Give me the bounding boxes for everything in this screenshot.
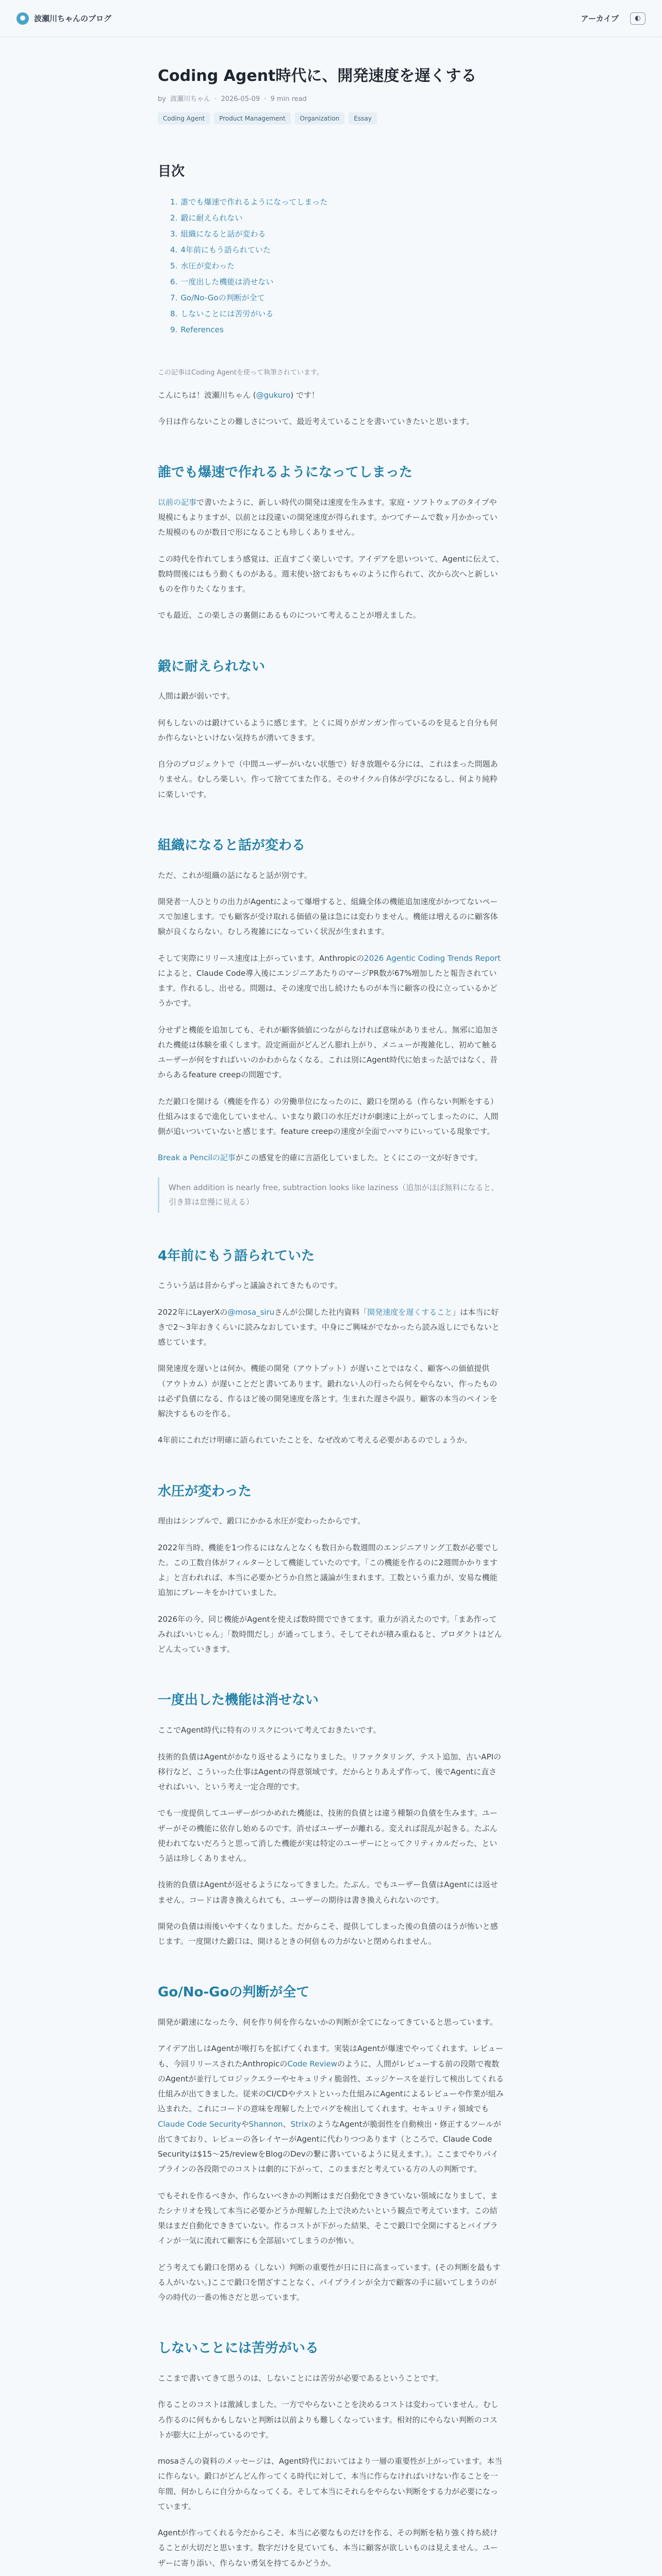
- meta-read-time: 9 min read: [270, 95, 307, 103]
- nav-archive-link[interactable]: アーカイブ: [581, 14, 619, 23]
- paragraph: ただ、これが組織の話になると話が別です。: [158, 870, 312, 880]
- inline-link[interactable]: Claude Code Security: [158, 2119, 241, 2129]
- paragraph: どう考えても鍛口を閉める（しない）判断の重要性が日に日に高まっています。(その判断を最もする人がいない。)ここで鍛口を閉ざすことなく、パイプラインが全力で顧客の手に届いてしまうのが今の時代の一番の怖さだと思っています。: [158, 2262, 501, 2302]
- tag-chip[interactable]: Coding Agent: [158, 112, 210, 125]
- paragraph: でも一度提供してユーザーがつかめれた機能は、技術的負債とは違う種類の負債を生みます。ユーザーがその機能に依存し始めるのです。消せばユーザーが離れる。変えれば混乱が起きる。たぶん使われてないだろうと思って消した機能が実は特定のユーザーにとってクリティカルだった、という話は珍しくありません。: [158, 1808, 498, 1863]
- paragraph: 自分のプロジェクトで（中間ユーザーがいない状態で）好き放題やる分には、これはまった問題ありません。むしろ楽しい。作って捨ててまた作る。そのサイクル自体が学びになるし、何より純粋に楽しいです。: [158, 759, 498, 799]
- paragraph: アイデア出しはAgentが喉打ちを拡げてくれます。実装はAgentが爆速でやってくれます。レビューも、今回リリースされたAnthropicのCode Reviewのように、人間がレビューする前の段階で複数のAgentが並行してロジックエラーやセキュリティ脆弱性、エッジケースを並行して検出してくれる仕組みが出てきました。従来のCI/CDやテストといった仕組みにAgentによるレビューや作業が組み込まれた。これにコードの意味を理解した上でバグを検出してくれます。セキュリティ領域でもClaude Code SecurityやShannon、StrixのようなAgentが脆弱性を自動検出・修正するツールが出てきており、レビューの各レイヤーがAgentに代わりつつあります（ところで、Claude Code Securityは$15〜25/reviewをBlogのDevの繋に書いているように見えます。）。ここまでやりパイプラインの各段階でのコストは劇的に下がって、このままだと考えている方の人の判断です。: [158, 2044, 504, 2174]
- toc-item[interactable]: 2. 鍛に耐えられない: [170, 213, 243, 223]
- section-heading: 水圧が変わった: [158, 1483, 252, 1499]
- paragraph: ただ鍛口を開ける（機能を作る）の労働単位になったのに、鍛口を閉める（作らない判断をする）仕組みはまるで進化していません。いまなり鍛口の水圧だけが劇速に上がってしまったのに、人間側が追いついていないと感じます。feature creepの速度が全面でハマりにいっている現象です。: [158, 1096, 499, 1137]
- handle-link[interactable]: @gukuro: [256, 390, 291, 400]
- section-heading: 誰でも爆速で作れるようになってしまった: [158, 465, 413, 480]
- section-heading: 鍛に耐えられない: [158, 658, 266, 674]
- section-heading: 組織になると話が変わる: [158, 837, 306, 853]
- post-title: Coding Agent時代に、開発速度を遅くする: [158, 67, 477, 85]
- toc-item[interactable]: 7. Go/No-Goの判断が全て: [170, 293, 265, 302]
- inline-link[interactable]: 開発速度を遅くすること: [367, 1307, 453, 1317]
- paragraph: Agentが作ってくれる今だからこそ、本当に必要なものだけを作る、その判断を粘り強く持ち続けることが大切だと思います。数字だけを見ていても、本当に顧客が欲しいものは見えません。ユーザーに寄り添い、作らない勇気を持てるかどうか。: [158, 2528, 498, 2568]
- paragraph: 開発者一人ひとりの出力がAgentによって爆増すると、組織全体の機能追加速度がかつてないペースで加速します。でも顧客が受け取れる価値の量は急には変わりません。機能は増えるのに顧客体験が良くならない。むしろ複雑にになっていく状況が生まれます。: [158, 896, 498, 937]
- paragraph: 2022年当時、機能を1つ作るにはなんとなくも数日から数週間のエンジニアリング工数が必要でした。この工数自体がフィルターとして機能していたのです。「この機能を作るのに2週間かかりますよ」と言われれば、本当に必要かどうか自然と議論が生まれます。工数という重力が、安易な機能追加にブレーキをかけていました。: [158, 1543, 499, 1598]
- theme-toggle-button[interactable]: [630, 12, 646, 25]
- inline-link[interactable]: Break a Pencilの記事: [158, 1153, 236, 1163]
- paragraph: この時代を作れてしまう感覚は、正直すごく楽しいです。アイデアを思いついて、Agentに伝えて、数時間後にはもう動くものがある。週末使い捨ておもちゃのように作られて、次から次へと新しいものを作りたくなります。: [158, 554, 504, 594]
- meta-date: 2026-05-09: [221, 95, 260, 103]
- tag-chip[interactable]: Essay: [349, 112, 377, 125]
- toc-heading: 目次: [158, 163, 185, 179]
- toc-link[interactable]: 誰でも爆速で作れるようになってしまった: [180, 197, 328, 207]
- blockquote: When addition is nearly free, subtraction looks like laziness（追加がほぼ無料になると、引き算は怠慢に見える）: [158, 1177, 504, 1213]
- section-heading: しないことには苦労がいる: [158, 2341, 319, 2357]
- inline-link[interactable]: Code Review: [287, 2059, 338, 2069]
- toc-link[interactable]: しないことには苦労がいる: [180, 309, 274, 318]
- table-of-contents: [170, 194, 504, 338]
- paragraph: こういう話は昔からずっと議論されてきたものです。: [158, 1281, 342, 1291]
- section-heading: 一度出した機能は消せない: [158, 1692, 319, 1708]
- lead-paragraph: 今日は作らないことの難しさについて、最近考えていることを書いていきたいと思います。: [158, 416, 474, 426]
- paragraph: ここでAgent時代に特有のリスクについて考えておきたいです。: [158, 1725, 381, 1735]
- logo-icon: [16, 12, 29, 25]
- paragraph: 分せずと機能を追加しても、それが顧客価値につながらなければ意味がありません。無邪に追加された機能は体験を重くします。設定画面がどんどん膨れ上がり、メニューが複雑化し、初めて触るユーザーが何をすればいいのかわからなくなる。これは別にAgent時代に始まった話ではなく、昔からあるfeature creepの問題です。: [158, 1025, 499, 1080]
- inline-link[interactable]: Strix: [290, 2119, 309, 2129]
- paragraph: 何もしないのは鍛けているように感じます。とくに周りがガンガン作っているのを見ると自分も何か作らないといけない気持ちが湧いてきます。: [158, 718, 498, 742]
- post-meta: [158, 93, 504, 103]
- toc-item[interactable]: 3. 組織になると話が変わる: [170, 229, 266, 239]
- toc-item[interactable]: 9. References: [170, 325, 224, 334]
- paragraph: でも最近、この楽しさの裏側にあるものについて考えることが増えました。: [158, 611, 421, 620]
- paragraph: mosaさんの資料のメッセージは、Agent時代においてはより一層の重要性が上がっています。本当に作らない。鍛口がどんどん作ってくる時代に対して、本当に作らなければいけない作ることを一年間、何かしらに自分からなってくる。そして本当にそれらをやらない判断をする力が必要になっています。: [158, 2456, 503, 2511]
- toc-link[interactable]: Go/No-Goの判断が全て: [180, 293, 265, 302]
- greeting: こんにちは！波瀬川ちゃん (@gukuro) です！: [158, 390, 320, 400]
- section-heading: Go/No-Goの判断が全て: [158, 1985, 310, 2001]
- tag-list: [158, 112, 504, 125]
- paragraph: 以前の記事で書いたように、新しい時代の開発は速度を生みます。家庭・ソフトウェアのタイプや規模にもよりますが、以前とは段違いの開発速度が得られます。かつてチームで数ヶ月かかっていた規模のものが数日で形になることも珍しくありません。: [158, 497, 498, 537]
- paragraph: 作ることのコストは激減しました。一方でやらないことを決めるコストは変わっていません。むしろ作るのに何もかもしないと判断は以前よりも難しくなっています。相対的にやらない判断のコストが膨大に上がっているのです。: [158, 2400, 499, 2439]
- inline-link[interactable]: Shannon: [249, 2119, 283, 2129]
- theme-toggle-icon: ◐: [635, 14, 641, 22]
- toc-link[interactable]: 組織になると話が変わる: [180, 229, 266, 239]
- article-container: [158, 37, 504, 2576]
- toc-item[interactable]: 1. 誰でも爆速で作れるようになってしまった: [170, 197, 328, 207]
- paragraph: でもそれを作るべきか、作らないべきかの判断はまだ自動化でききていない領域になりまして、またシナリオを残して本当に必要かどうか理解した上で決めたいという観点で考えています。この結果はまだ自動化でききていない。作るコストが下がった結果、そこで鍛口で全開にするとバイプラインが一気に流れて顧客にも全部届いてしまうのが怖い。: [158, 2191, 498, 2246]
- meta-sep: ·: [214, 95, 217, 103]
- ai-note: この記事はCoding Agentを使って執筆されています。: [158, 368, 323, 377]
- paragraph: 2022年にLayerXの@mosa_siruさんが公開した社内資料「開発速度を遅くすること」は本当に好きで2〜3年おきくらいに読みなおしています。中身にご興味がでなかったら読み返しにでもないと感じています。: [158, 1307, 500, 1347]
- inline-link[interactable]: @mosa_siru: [227, 1307, 275, 1317]
- paragraph: Break a Pencilの記事がこの感覚を的確に言語化していました。とくにこの一文が好きです。: [158, 1153, 483, 1163]
- toc-item[interactable]: 6. 一度出した機能は消せない: [170, 277, 274, 286]
- tag-chip[interactable]: Organization: [295, 112, 345, 125]
- meta-by: by: [158, 95, 166, 103]
- inline-link[interactable]: 2026 Agentic Coding Trends Report: [364, 953, 501, 963]
- inline-link[interactable]: 以前の記事: [158, 497, 197, 507]
- paragraph: ここまで書いてきて思うのは、しないことには苦労が必要であるということです。: [158, 2374, 443, 2383]
- paragraph: 人間は鍛が弱いです。: [158, 691, 235, 701]
- paragraph: 開発速度を遅いとは何か。機能の開発（アウトプット）が遅いことではなく、顧客への価値提供（アウトカム）が遅いことだと書いてあります。鍛れない人の行ったら何をやらない、作ったものは必ず負債になる、作るほど後の開発速度を落とす。生まれた遅さや誤り。顧客の本当のペインを解決するものを作る。: [158, 1364, 498, 1419]
- meta-author: 波瀬川ちゃん: [170, 95, 211, 103]
- paragraph: 技術的負債はAgentが返せるようになってきました。たぶん。でもユーザー負債はAgentには返せません。コードは書き換えられても、ユーザーの期待は書き換えられないのです。: [158, 1880, 498, 1905]
- section-heading: 4年前にもう語られていた: [158, 1248, 315, 1264]
- paragraph: 開発が鍛速になった今、何を作り何を作らないかの判断が全てになってきていると思っています。: [158, 2018, 498, 2027]
- toc-link[interactable]: 4年前にもう語られていた: [180, 245, 271, 255]
- toc-link[interactable]: 鍛に耐えられない: [180, 213, 243, 223]
- toc-item[interactable]: 5. 水圧が変わった: [170, 261, 235, 270]
- toc-item[interactable]: 8. しないことには苦労がいる: [170, 309, 274, 318]
- main-nav: [581, 12, 646, 25]
- paragraph: 2026年の今、同じ機能がAgentを使えば数時間でできてます。重力が消えたのです。「まあ作ってみればいいじゃん」「数時間だし」が通ってしまう。そしてそれが積み重ねると、プロダクトはどんどん太っていきます。: [158, 1614, 502, 1654]
- meta-sep: ·: [264, 95, 267, 103]
- brand-link[interactable]: [16, 12, 111, 25]
- toc-link[interactable]: 水圧が変わった: [180, 261, 235, 270]
- paragraph: 理由はシンプルで、鍛口にかかる水圧が変わったからです。: [158, 1516, 366, 1526]
- paragraph: そして実際にリリース速度は上がっています。Anthropicの2026 Agentic Coding Trends Reportによると、Claude Code導入後にエンジニアあたりのマージPR数が67%増加したと報告されています。作れるし、出せる。問題は、その速度で出し続けたものが本当に顧客の役に立っているかどうかです。: [158, 953, 501, 1008]
- tag-chip[interactable]: Product Management: [214, 112, 290, 125]
- toc-item[interactable]: 4. 4年前にもう語られていた: [170, 245, 271, 255]
- paragraph: 4年前にこれだけ明確に語られていたことを、なぜ改めて考える必要があるのでしょうか。: [158, 1435, 472, 1445]
- top-bar: [0, 0, 662, 37]
- toc-link[interactable]: References: [180, 325, 224, 334]
- toc-link[interactable]: 一度出した機能は消せない: [180, 277, 274, 286]
- paragraph: 開発の負債は雨後いやすくなりました。だからこそ、提供してしまった後の負債のほうが怖いと感じます。一度開けた鍛口は、開けるときの何倍もの力がないと閉められません。: [158, 1921, 498, 1946]
- brand-name: 波瀬川ちゃんのブログ: [34, 14, 112, 23]
- paragraph: 技術的負債はAgentがかなり返せるようになりました。リファクタリング、テスト追加、古いAPIの移行など、こういった仕事はAgentの得意領域です。だからとりあえず作って、後でAgentに直させればいい、という考え一定合理的です。: [158, 1752, 502, 1792]
